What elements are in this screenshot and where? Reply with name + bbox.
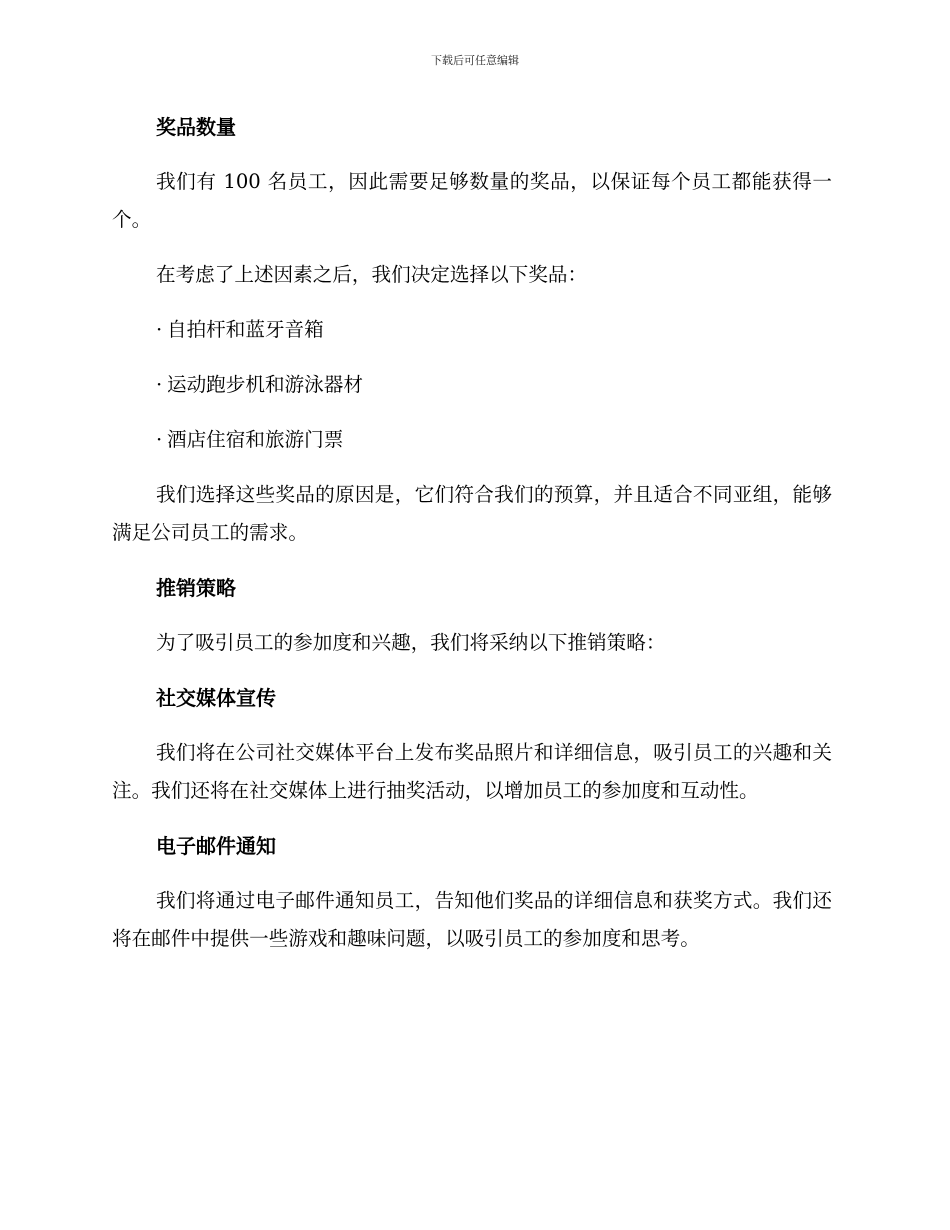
- social-media-heading: 社交媒体宣传: [156, 686, 276, 710]
- page-header-note: 下载后可任意编辑: [431, 54, 519, 67]
- prize-quantity-paragraph: 我们有 100 名员工，因此需要足够数量的奖品，以保证每个员工都能获得一个。: [112, 170, 832, 231]
- prize-list-item: [112, 311, 832, 349]
- bullet-icon: ·: [156, 318, 163, 341]
- email-heading: 电子邮件通知: [156, 834, 276, 858]
- prize-list-item: [112, 366, 832, 404]
- prize-quantity-heading: 奖品数量: [156, 115, 236, 139]
- social-media-paragraph: 我们将在公司社交媒体平台上发布奖品照片和详细信息，吸引员工的兴趣和关注。我们还将在社交媒体上进行抽奖活动，以增加员工的参加度和互动性。: [112, 741, 832, 802]
- prize-list-item-label: 酒店住宿和旅游门票: [167, 428, 344, 451]
- document-body: [112, 108, 832, 975]
- reason-paragraph: 我们选择这些奖品的原因是，它们符合我们的预算，并且适合不同亚组，能够满足公司员工的需求。: [112, 483, 832, 544]
- email-paragraph: 我们将通过电子邮件通知员工，告知他们奖品的详细信息和获奖方式。我们还将在邮件中提供一些游戏和趣味问题，以吸引员工的参加度和思考。: [112, 889, 832, 950]
- bullet-icon: ·: [156, 428, 163, 451]
- prize-list-item: [112, 421, 832, 459]
- promotion-heading: 推销策略: [156, 576, 236, 600]
- bullet-icon: ·: [156, 373, 163, 396]
- prize-list-item-label: 自拍杆和蓝牙音箱: [167, 318, 324, 341]
- consideration-paragraph: 在考虑了上述因素之后，我们决定选择以下奖品：: [156, 263, 588, 286]
- prize-list-item-label: 运动跑步机和游泳器材: [167, 373, 363, 396]
- promotion-paragraph: 为了吸引员工的参加度和兴趣，我们将采纳以下推销策略：: [156, 631, 666, 654]
